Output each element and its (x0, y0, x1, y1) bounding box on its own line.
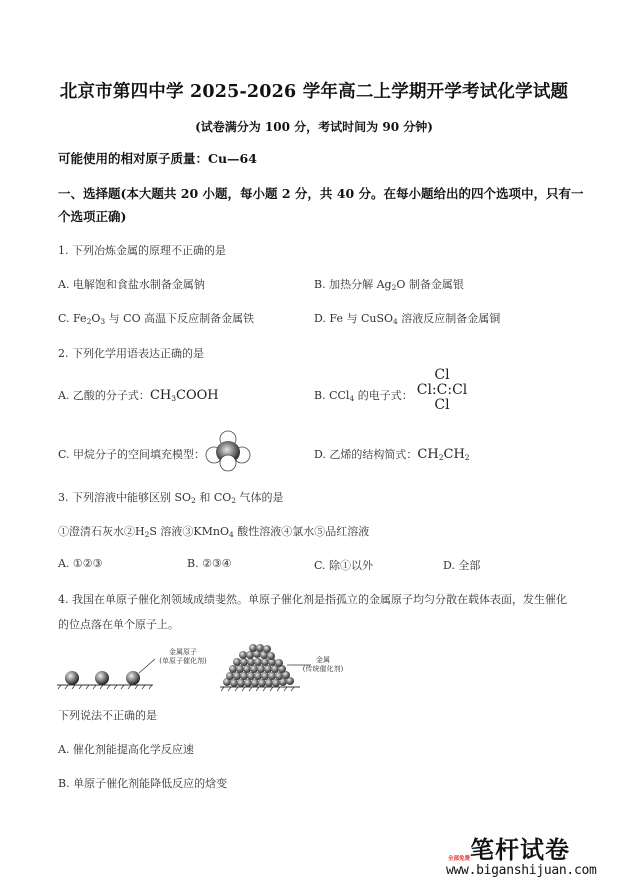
q4-option-a: A. 催化剂能提高化学反应速 (58, 743, 194, 756)
acetic-acid-formula: $CH_3COOH$ (149, 388, 219, 403)
q1-stem: 1. 下列冶炼金属的原理不正确的是 (58, 244, 226, 257)
section-heading-line2: 个选项正确) (58, 209, 127, 224)
q1-option-c: C. $Fe_2O_3$ 与 CO 高温下反应制备金属铁 (58, 312, 255, 326)
traditional-catalyst-label: 金属 (传统催化剂) (302, 656, 344, 673)
q1-option-b: B. 加热分解 $Ag_2O$ 制备金属银 (314, 278, 464, 292)
q2-stem: 2. 下列化学用语表达正确的是 (58, 347, 204, 360)
page-title: 北京市第四中学 2025-2026 学年高二上学期开学考试化学试题 (59, 82, 569, 102)
q3-option-b: B. ②③④ (187, 557, 232, 570)
atomic-mass-note: 可能使用的相对原子质量：Cu—64 (58, 151, 257, 166)
q3-option-d: D. 全部 (443, 559, 481, 572)
q4-stem-line2: 的位点落在单个原子上。 (58, 618, 179, 631)
free-tag: 全部免费 (448, 856, 471, 862)
single-atom-catalyst-label: 金属原子 (单原子催化剂) (159, 648, 207, 665)
q4-option-b: B. 单原子催化剂能降低反应的焓变 (58, 777, 228, 790)
brand-url: www.biganshijuan.com (446, 863, 597, 878)
q3-stem: 3. 下列溶液中能够区别 $SO_2$ 和 $CO_2$ 气体的是 (58, 491, 284, 505)
ccl4-lewis-structure: Cl Cl:C:Cl Cl (416, 367, 468, 413)
watermark-logo (448, 830, 628, 890)
q2-option-a: A. 乙酸的分子式：$CH_3COOH$ (58, 388, 219, 403)
exam-info: (试卷满分为 100 分，考试时间为 90 分钟) (195, 120, 433, 134)
q4-sub-stem: 下列说法不正确的是 (58, 709, 157, 722)
methane-space-filling-model-icon (205, 430, 251, 472)
q1-option-a: A. 电解饱和食盐水制备金属钠 (58, 278, 205, 291)
ethylene-formula: $CH_2CH_2$ (417, 447, 470, 462)
q3-option-c: C. 除①以外 (314, 559, 374, 572)
q1-option-d: D. Fe 与 CuSO$_4$ 溶液反应制备金属铜 (314, 312, 501, 326)
section-heading-line1: 一、选择题(本大题共 20 小题，每小题 2 分，共 40 分。在每小题给出的四个选项中，只有一 (58, 186, 584, 201)
q3-option-a: A. ①②③ (58, 557, 103, 570)
q2-option-c: C. 甲烷分子的空间填充模型： (58, 448, 206, 461)
q2-option-b-label: B. CCl$_4$ 的电子式： (314, 389, 413, 403)
q3-solution-list: ①澄清石灰水$②H_2S$ 溶液③KMnO$_4$ 酸性溶液④氯水⑤品红溶液 (58, 525, 370, 539)
q4-stem-line1: 4. 我国在单原子催化剂领域成绩斐然。单原子催化剂是指孤立的金属原子均匀分散在载体表面，发生催化 (58, 593, 567, 606)
brand-name: 笔杆试卷 (470, 836, 570, 864)
q2-option-d: D. 乙烯的结构简式：$CH_2CH_2$ (314, 447, 470, 462)
